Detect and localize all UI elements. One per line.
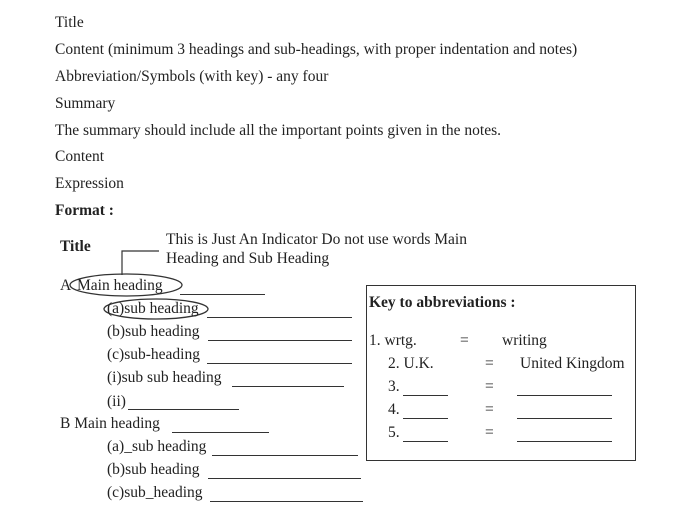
indicator-note-line-2: Heading and Sub Heading bbox=[166, 250, 330, 267]
section-a-main-heading: Main heading bbox=[77, 277, 163, 294]
answer-line bbox=[517, 441, 612, 442]
diagram-title-label: Title bbox=[60, 238, 91, 255]
section-a-letter: A bbox=[60, 277, 72, 294]
key-row-3-number: 3. bbox=[388, 378, 400, 395]
key-row-4-equals: = bbox=[485, 401, 494, 418]
key-row-1-abbreviation: 1. wrtg. bbox=[369, 332, 417, 349]
section-a-sub-a: (a)sub heading bbox=[107, 300, 199, 317]
answer-line bbox=[172, 432, 269, 433]
answer-line bbox=[517, 418, 612, 419]
title-line: Title bbox=[55, 14, 84, 31]
answer-line bbox=[207, 363, 352, 364]
content-line-2: Content bbox=[55, 148, 105, 165]
section-b-sub-c: (c)sub_heading bbox=[107, 484, 203, 501]
indicator-note-line-1: This is Just An Indicator Do not use words Main bbox=[166, 231, 467, 248]
abbreviations-line: Abbreviation/Symbols (with key) - any four bbox=[55, 68, 329, 85]
section-a-sub-ii: (ii) bbox=[107, 393, 126, 410]
section-a-sub-i: (i)sub sub heading bbox=[107, 369, 222, 386]
section-a-sub-c: (c)sub-heading bbox=[107, 346, 200, 363]
answer-line bbox=[207, 317, 352, 318]
answer-line bbox=[212, 455, 358, 456]
key-row-2-abbreviation: 2. U.K. bbox=[388, 355, 434, 372]
answer-line bbox=[403, 418, 448, 419]
key-row-5-number: 5. bbox=[388, 424, 400, 441]
content-line: Content (minimum 3 headings and sub-headings, with proper indentation and notes) bbox=[55, 41, 578, 58]
answer-line bbox=[517, 395, 612, 396]
key-title: Key to abbreviations : bbox=[369, 294, 516, 311]
section-a-sub-b: (b)sub heading bbox=[107, 323, 200, 340]
answer-line bbox=[128, 409, 239, 410]
answer-line bbox=[403, 395, 448, 396]
key-row-5-equals: = bbox=[485, 424, 494, 441]
key-row-4-number: 4. bbox=[388, 401, 400, 418]
answer-line bbox=[208, 478, 361, 479]
answer-line bbox=[210, 501, 363, 502]
answer-line bbox=[208, 340, 352, 341]
key-row-2-meaning: United Kingdom bbox=[520, 355, 625, 372]
summary-note-line: The summary should include all the important points given in the notes. bbox=[55, 122, 501, 139]
key-row-2-equals: = bbox=[485, 355, 494, 372]
expression-line: Expression bbox=[55, 175, 124, 192]
section-b-sub-a: (a)_sub heading bbox=[107, 438, 207, 455]
key-row-1-equals: = bbox=[460, 332, 469, 349]
section-b-sub-b: (b)sub heading bbox=[107, 461, 200, 478]
key-row-3-equals: = bbox=[485, 378, 494, 395]
key-row-1-meaning: writing bbox=[502, 332, 547, 349]
answer-line bbox=[232, 386, 344, 387]
answer-line bbox=[180, 294, 265, 295]
section-b-main-heading: B Main heading bbox=[60, 415, 160, 432]
indicator-bracket bbox=[122, 251, 159, 275]
summary-line: Summary bbox=[55, 95, 116, 112]
format-heading: Format : bbox=[55, 202, 114, 219]
answer-line bbox=[403, 441, 448, 442]
